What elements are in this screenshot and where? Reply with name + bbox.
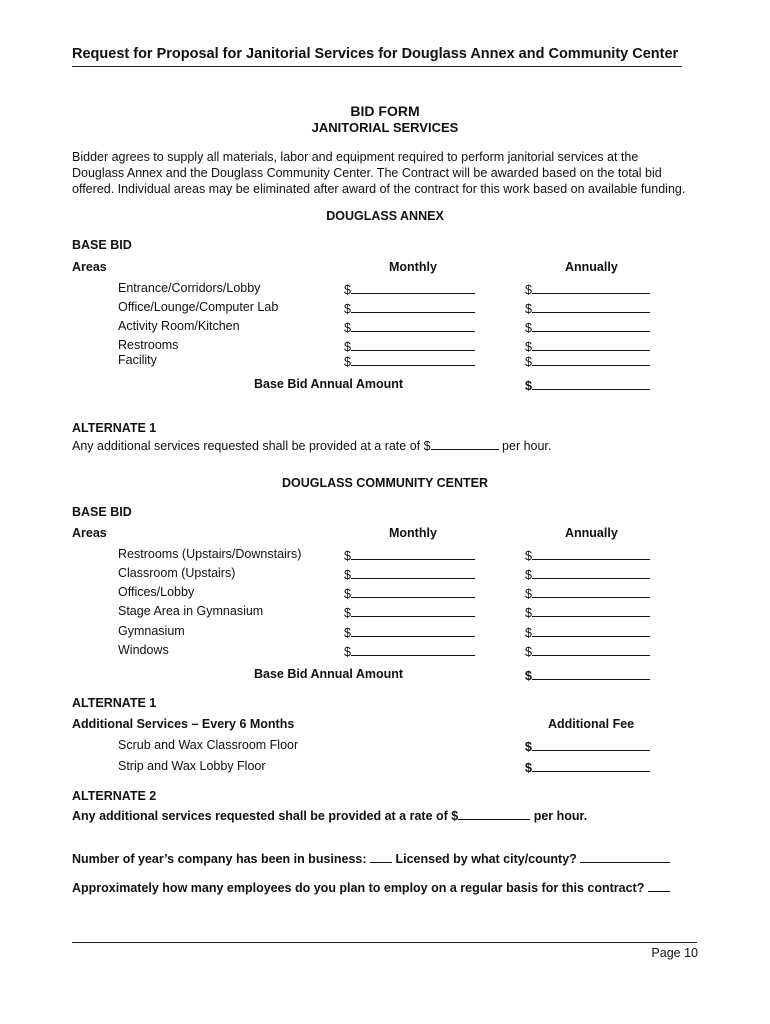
center-monthly-field[interactable]: $: [344, 547, 475, 563]
center-monthly-field[interactable]: $: [344, 624, 475, 640]
center-heading: DOUGLASS COMMUNITY CENTER: [281, 476, 489, 490]
center-hourly-rate-field[interactable]: [458, 807, 530, 820]
center-annual-field[interactable]: $: [525, 547, 650, 563]
annex-item-entrance: Entrance/Corridors/Lobby: [118, 281, 261, 295]
center-item-stage: Stage Area in Gymnasium: [118, 604, 264, 618]
center-areas-label: Areas: [72, 526, 107, 540]
center-alt1-fee-label: Additional Fee: [548, 717, 635, 731]
center-total-label: Base Bid Annual Amount: [254, 667, 404, 681]
form-title: BID FORM: [350, 103, 420, 119]
annex-annual-field[interactable]: $: [525, 319, 650, 335]
center-alt1-item-strip: Strip and Wax Lobby Floor: [118, 759, 266, 773]
page-number: Page 10: [651, 946, 698, 960]
center-monthly-label: Monthly: [389, 526, 437, 540]
annex-hourly-rate-field[interactable]: [431, 437, 499, 450]
annex-alternate-heading: ALTERNATE 1: [72, 421, 157, 435]
center-base-bid-label: BASE BID: [72, 505, 132, 519]
center-monthly-field[interactable]: $: [344, 604, 475, 620]
center-alt1-heading: ALTERNATE 1: [72, 696, 157, 710]
annex-annual-field[interactable]: $: [525, 338, 650, 354]
center-monthly-field[interactable]: $: [344, 643, 475, 659]
annex-monthly-field[interactable]: $: [344, 319, 475, 335]
form-subtitle: JANITORIAL SERVICES: [311, 120, 459, 135]
center-item-classroom: Classroom (Upstairs): [118, 566, 236, 580]
intro-paragraph: [72, 149, 702, 197]
annex-monthly-field[interactable]: $: [344, 353, 475, 369]
annex-monthly-field[interactable]: $: [344, 300, 475, 316]
center-item-windows: Windows: [118, 643, 169, 657]
annex-item-office: Office/Lounge/Computer Lab: [118, 300, 279, 314]
annex-total-field[interactable]: $: [525, 377, 650, 393]
annex-annual-field[interactable]: $: [525, 353, 650, 369]
intro-line: Douglass Annex and the Douglass Community Center. The Contract will be awarded based on the total bid: [72, 166, 662, 180]
annex-monthly-label: Monthly: [389, 260, 437, 274]
annex-item-activity-room: Activity Room/Kitchen: [118, 319, 240, 333]
page-header-title: Request for Proposal for Janitorial Services for Douglass Annex and Community Center: [72, 46, 679, 62]
intro-line: offered. Individual areas may be eliminated after award of the contract for this work based on available funding.: [72, 182, 686, 196]
annex-heading: DOUGLASS ANNEX: [326, 209, 444, 223]
employees-field[interactable]: [648, 879, 670, 892]
years-in-business-question: Number of year’s company has been in business: Licensed by what city/county?: [72, 850, 670, 866]
annex-base-bid-label: BASE BID: [72, 238, 132, 252]
footer-rule: [72, 942, 697, 943]
center-alt1-item-scrub: Scrub and Wax Classroom Floor: [118, 738, 299, 752]
center-annually-label: Annually: [565, 526, 618, 540]
center-annual-field[interactable]: $: [525, 643, 650, 659]
center-alt1-fee-field[interactable]: $: [525, 738, 650, 754]
years-in-business-field[interactable]: [370, 850, 392, 863]
intro-line: Bidder agrees to supply all materials, labor and equipment required to perform janitorial services at the: [72, 150, 639, 164]
annex-total-label: Base Bid Annual Amount: [254, 377, 404, 391]
annex-alternate-rate: Any additional services requested shall be provided at a rate of $ per hour.: [72, 439, 552, 453]
center-alt1-subheading: Additional Services – Every 6 Months: [72, 717, 295, 731]
licensed-by-field[interactable]: [580, 850, 670, 863]
employees-question: Approximately how many employees do you plan to employ on a regular basis for this contract?: [72, 879, 670, 895]
annex-annual-field[interactable]: $: [525, 300, 650, 316]
center-monthly-field[interactable]: $: [344, 585, 475, 601]
center-annual-field[interactable]: $: [525, 624, 650, 640]
center-annual-field[interactable]: $: [525, 604, 650, 620]
center-item-offices: Offices/Lobby: [118, 585, 195, 599]
annex-areas-label: Areas: [72, 260, 107, 274]
center-item-restrooms: Restrooms (Upstairs/Downstairs): [118, 547, 302, 561]
header-rule: [72, 66, 682, 67]
center-annual-field[interactable]: $: [525, 585, 650, 601]
annex-item-restrooms: Restrooms: [118, 338, 179, 352]
annex-monthly-field[interactable]: $: [344, 338, 475, 354]
annex-annually-label: Annually: [565, 260, 618, 274]
annex-item-facility: Facility: [118, 353, 157, 367]
annex-monthly-field[interactable]: $: [344, 281, 475, 297]
center-total-field[interactable]: $: [525, 667, 650, 683]
center-annual-field[interactable]: $: [525, 566, 650, 582]
center-item-gymnasium: Gymnasium: [118, 624, 185, 638]
annex-annual-field[interactable]: $: [525, 281, 650, 297]
center-alt1-fee-field[interactable]: $: [525, 759, 650, 775]
center-alt2-rate: Any additional services requested shall be provided at a rate of $ per hour.: [72, 809, 588, 823]
center-alt2-heading: ALTERNATE 2: [72, 789, 157, 803]
center-monthly-field[interactable]: $: [344, 566, 475, 582]
